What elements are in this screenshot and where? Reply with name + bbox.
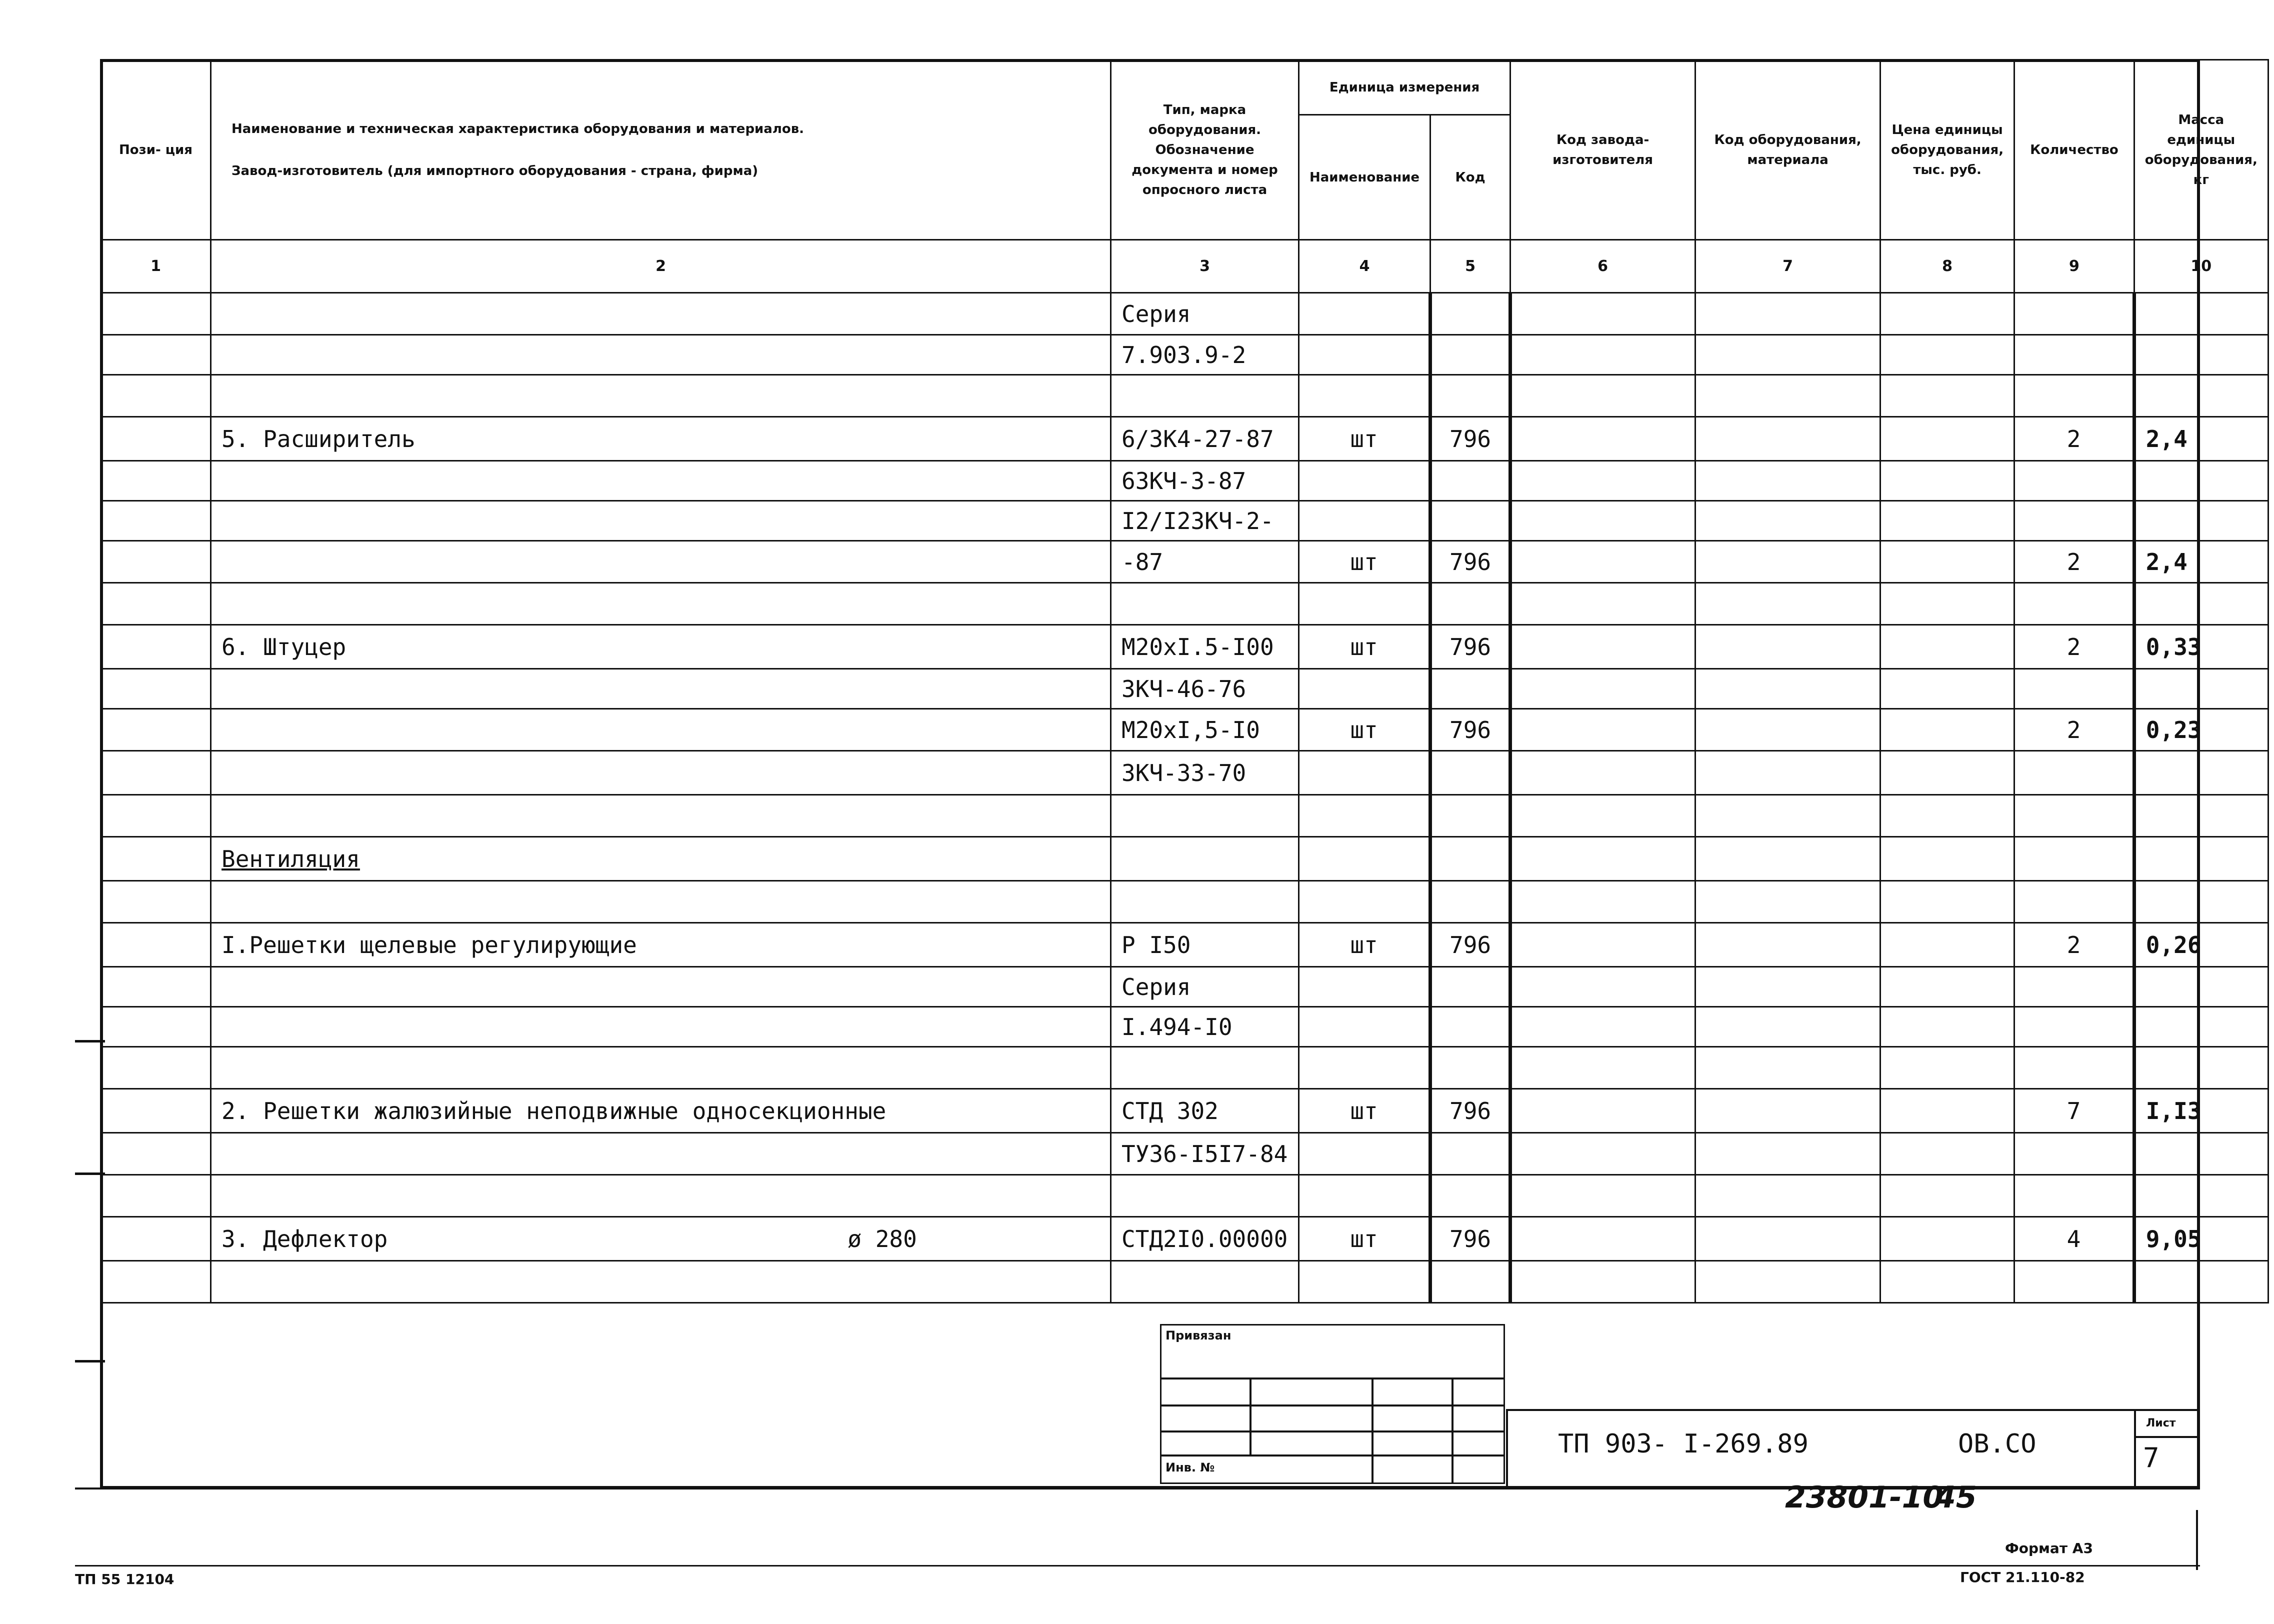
stamp-line xyxy=(1452,1378,1454,1484)
title-block xyxy=(1506,1409,2200,1489)
header-unit-name: Наименование xyxy=(1299,115,1430,240)
colnum-3: 3 xyxy=(1111,240,1299,293)
document-code: ТП 903- I-269.89 xyxy=(1558,1429,1808,1459)
row-quantity: 7 xyxy=(2014,1089,2134,1133)
colnum-9: 9 xyxy=(2014,240,2134,293)
sheet-number: 7 xyxy=(2143,1442,2160,1474)
linked-stamp xyxy=(1160,1324,1505,1484)
stamp-line xyxy=(1372,1378,1374,1484)
row-unit: шт xyxy=(1299,923,1430,967)
row-type: 6ЗКЧ-3-87 xyxy=(1111,461,1299,501)
row-type: СТД 302 xyxy=(1111,1089,1299,1133)
row-name: I.Решетки щелевые регулирующие xyxy=(211,923,1111,967)
header-unit-group: Единица измерения xyxy=(1299,60,1510,115)
title-divider xyxy=(2134,1436,2199,1438)
row-name: 6. Штуцер xyxy=(211,625,1111,669)
gost-label: ГОСТ 21.110-82 xyxy=(1960,1569,2085,1586)
colnum-4: 4 xyxy=(1299,240,1430,293)
margin-tick xyxy=(75,1172,105,1175)
row-unit: шт xyxy=(1299,1089,1430,1133)
title-divider xyxy=(2134,1411,2136,1487)
row-code: 796 xyxy=(1430,625,1510,669)
footer-line xyxy=(75,1565,2200,1566)
header-price: Цена единицы оборудования, тыс. руб. xyxy=(1880,60,2014,240)
row-type: -87 xyxy=(1111,541,1299,583)
row-mass: 9,05 xyxy=(2134,1217,2268,1261)
header-unit-code: Код xyxy=(1430,115,1510,240)
row-quantity: 2 xyxy=(2014,625,2134,669)
row-code: 796 xyxy=(1430,709,1510,751)
row-quantity: 2 xyxy=(2014,709,2134,751)
row-name-text: 3. Дефлектор xyxy=(222,1225,388,1252)
row-mass: 0,23 xyxy=(2134,709,2268,751)
sheet-frame xyxy=(100,59,2200,1489)
header-position: Пози- ция xyxy=(101,60,211,240)
row-mass: I,I3 xyxy=(2134,1089,2268,1133)
row-code: 796 xyxy=(1430,1089,1510,1133)
handwritten-sheet: 45 xyxy=(1935,1480,1977,1515)
tp-label: ТП 55 12104 xyxy=(75,1571,174,1588)
row-type: ЗКЧ-46-76 xyxy=(1111,669,1299,709)
header-name-line1: Наименование и техническая характеристика оборудования и материалов. xyxy=(232,121,804,136)
row-quantity: 2 xyxy=(2014,541,2134,583)
colnum-10: 10 xyxy=(2134,240,2268,293)
linked-label: Привязан xyxy=(1166,1328,1232,1342)
colnum-7: 7 xyxy=(1696,240,1880,293)
header-mass: Масса единицы оборудования, кг xyxy=(2134,60,2268,240)
stamp-line xyxy=(1250,1378,1252,1454)
colnum-1: 1 xyxy=(101,240,211,293)
row-code: 796 xyxy=(1430,923,1510,967)
sheet-label: Лист xyxy=(2146,1417,2176,1430)
row-type: ЗКЧ-33-70 xyxy=(1111,751,1299,795)
row-mass: 2,4 xyxy=(2134,541,2268,583)
section-heading: Вентиляция xyxy=(222,845,360,872)
margin-tick xyxy=(75,1040,105,1042)
colnum-2: 2 xyxy=(211,240,1111,293)
header-factory-code: Код завода-изготовителя xyxy=(1510,60,1696,240)
row-mass: 0,26 xyxy=(2134,923,2268,967)
header-equipment-code: Код оборудования, материала xyxy=(1696,60,1880,240)
row-type: Серия xyxy=(1111,967,1299,1007)
header-name-line2: Завод-изготовитель (для импортного оборудования - страна, фирма) xyxy=(232,163,758,178)
row-type: Серия xyxy=(1111,293,1299,335)
row-type: Р I50 xyxy=(1111,923,1299,967)
row-code: 796 xyxy=(1430,417,1510,461)
margin-tick xyxy=(75,1360,105,1362)
format-label: Формат А3 xyxy=(2005,1540,2093,1556)
row-unit: шт xyxy=(1299,709,1430,751)
row-type: 6/3К4-27-87 xyxy=(1111,417,1299,461)
row-mass: 2,4 xyxy=(2134,417,2268,461)
row-quantity: 2 xyxy=(2014,417,2134,461)
row-mass: 0,33 xyxy=(2134,625,2268,669)
row-type: M20xI,5-I0 xyxy=(1111,709,1299,751)
row-type: СТД2I0.00000 xyxy=(1111,1217,1299,1261)
section-code: ОВ.СО xyxy=(1958,1429,2036,1459)
inventory-label: Инв. № xyxy=(1166,1460,1215,1474)
colnum-6: 6 xyxy=(1510,240,1696,293)
row-type: I.494-I0 xyxy=(1111,1007,1299,1047)
row-type: I2/I2ЗКЧ-2- xyxy=(1111,501,1299,541)
row-type: 7.903.9-2 xyxy=(1111,335,1299,375)
row-unit: шт xyxy=(1299,541,1430,583)
header-quantity: Количество xyxy=(2014,60,2134,240)
colnum-8: 8 xyxy=(1880,240,2014,293)
colnum-5: 5 xyxy=(1430,240,1510,293)
row-unit: шт xyxy=(1299,417,1430,461)
footer-rule xyxy=(2196,1510,2198,1570)
row-type: ТУ36-I5I7-84 xyxy=(1111,1133,1299,1175)
row-code: 796 xyxy=(1430,541,1510,583)
row-unit: шт xyxy=(1299,625,1430,669)
row-quantity: 2 xyxy=(2014,923,2134,967)
row-name: 5. Расширитель xyxy=(211,417,1111,461)
row-name: 2. Решетки жалюзийные неподвижные односекционные xyxy=(211,1089,1111,1133)
row-unit: шт xyxy=(1299,1217,1430,1261)
row-type: M20xI.5-I00 xyxy=(1111,625,1299,669)
row-quantity: 4 xyxy=(2014,1217,2134,1261)
row-code: 796 xyxy=(1430,1217,1510,1261)
row-name-extra: ø 280 xyxy=(848,1225,917,1252)
handwritten-number: 23801-10 xyxy=(1785,1480,1944,1515)
header-type: Тип, марка оборудования. Обозначение документа и номер опросного листа xyxy=(1111,60,1299,240)
